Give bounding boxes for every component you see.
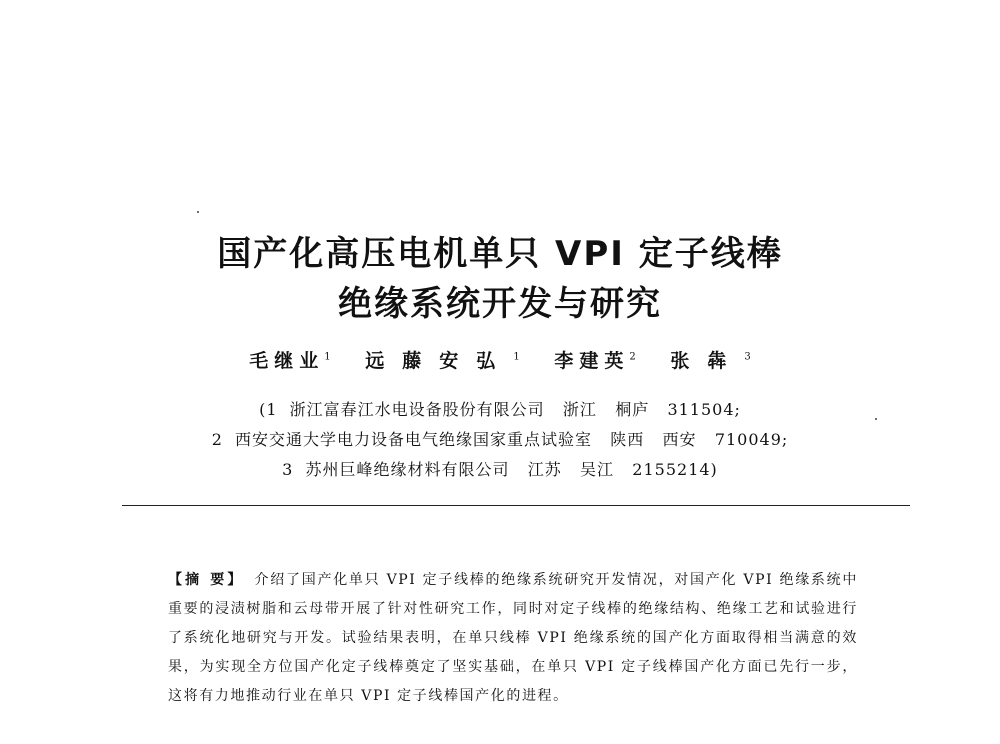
abstract (168, 566, 858, 711)
author: 张犇$^3$ (670, 350, 751, 372)
affiliation-2: 2 西安交通大学电力设备电气绝缘国家重点试验室 陕西 西安 710049; (211, 430, 789, 449)
paper-title-line-2: 绝缘系统开发与研究 (338, 284, 662, 324)
affiliation-3: 3 苏州巨峰绝缘材料有限公司 江苏 吴江 2155214) (282, 460, 718, 479)
author: 远藤安弘$^1$ (365, 350, 520, 372)
author: 李建英$^2$ (554, 350, 636, 372)
scan-speck (197, 211, 199, 213)
author: 毛继业$^1$ (249, 350, 331, 372)
paper-title-line-1: 国产化高压电机单只 VPI 定子线棒 (217, 234, 783, 274)
abstract-label: 【摘 要】 (168, 572, 245, 588)
abstract-text: 介绍了国产化单只 VPI 定子线棒的绝缘系统研究开发情况，对国产化 VPI 绝缘系统中重要的浸渍树脂和云母带开展了针对性研究工作，同时对定子线棒的绝缘结构、绝缘工艺和试验进行了系统化地研究与开发。试验结果表明，在单只线棒 VPI 绝缘系统的国产化方面取得相当满意的效果，为实现全方位国产化定子线棒奠定了坚实基础，在单只 VPI 定子线棒国产化方面已先行一步，这将有力地推动行业在单只 VPI 定子线棒国产化的进程。 (168, 572, 858, 704)
author-list (0, 346, 1000, 373)
section-divider (122, 505, 910, 506)
affiliation-1: (1 浙江富春江水电设备股份有限公司 浙江 桐庐 311504; (259, 400, 741, 419)
